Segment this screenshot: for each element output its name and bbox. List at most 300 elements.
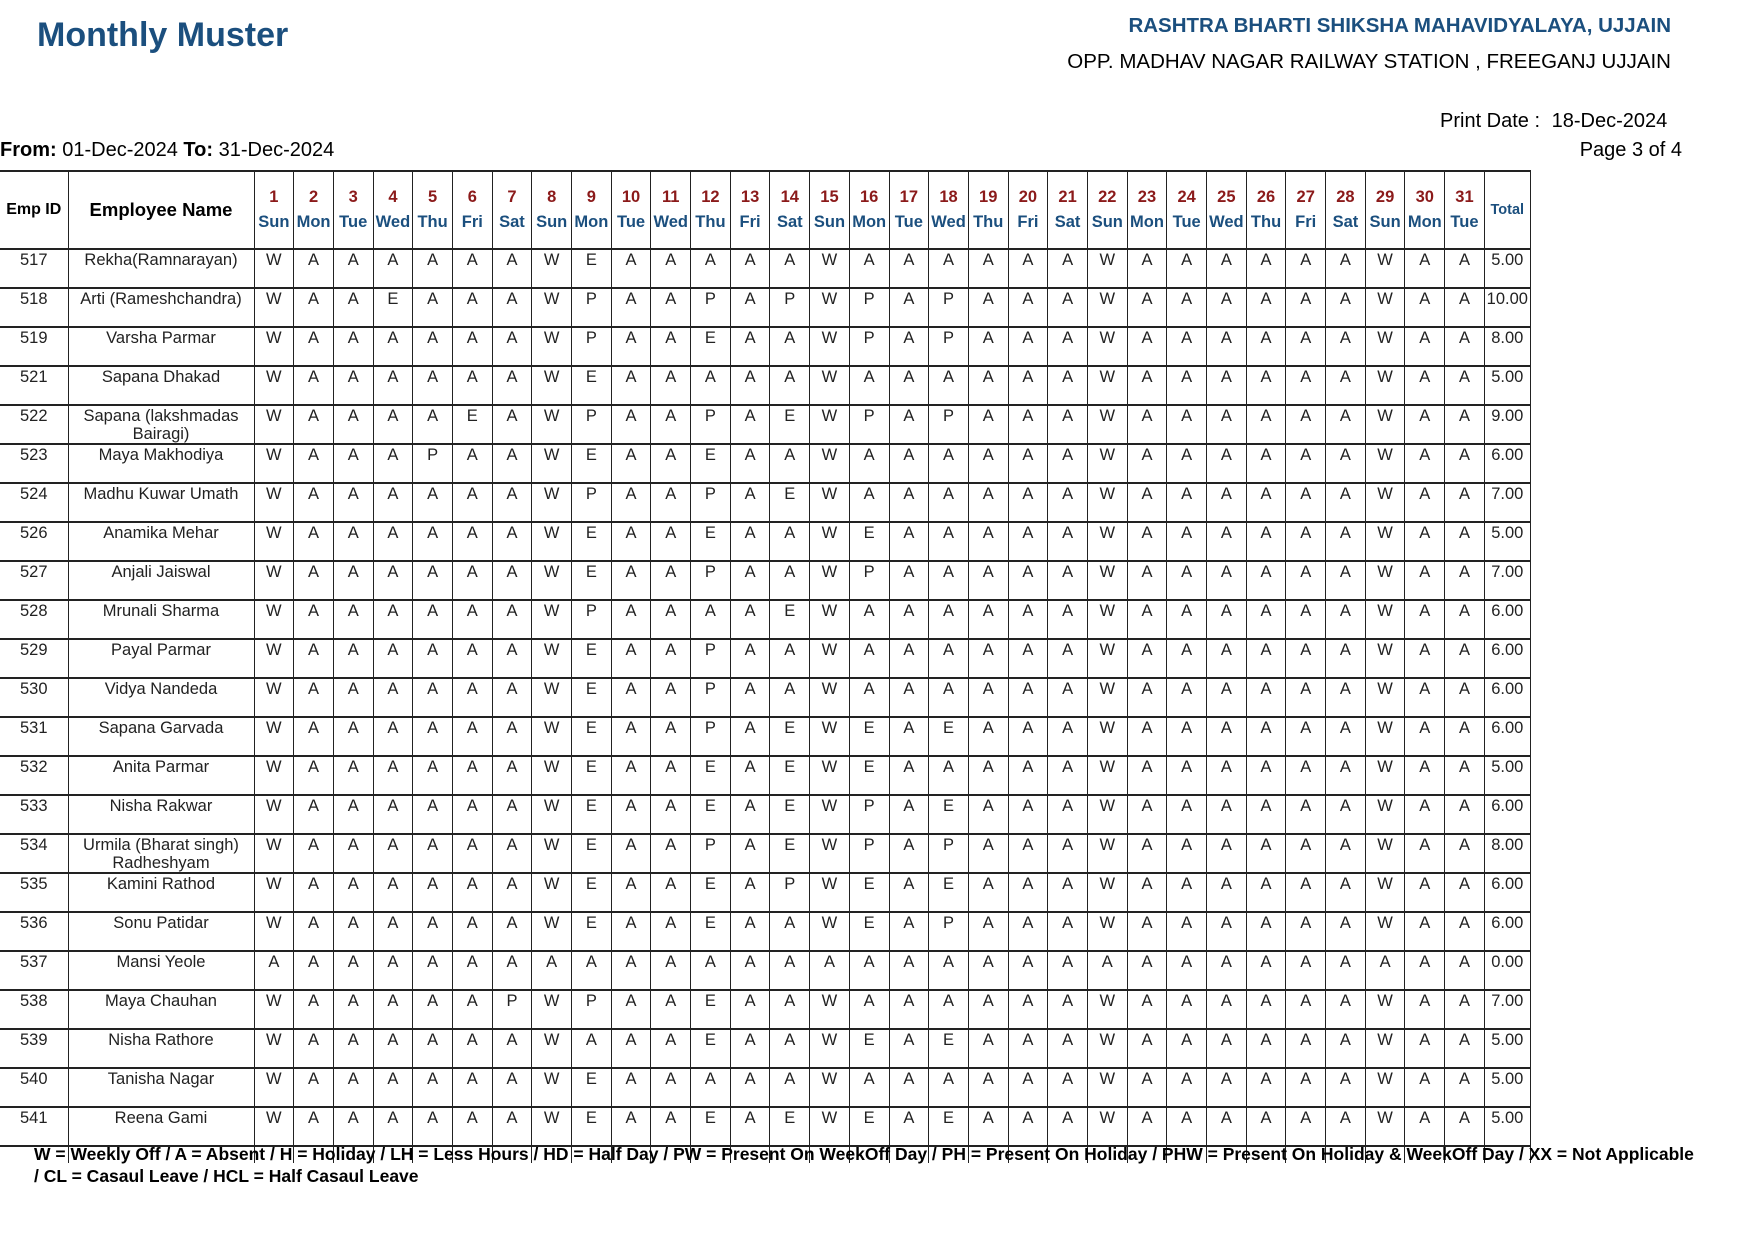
attendance-cell: A bbox=[651, 795, 691, 834]
attendance-cell: A bbox=[1246, 795, 1286, 834]
attendance-cell: A bbox=[968, 249, 1008, 288]
attendance-cell: A bbox=[1167, 1068, 1207, 1107]
attendance-cell: A bbox=[1008, 990, 1048, 1029]
column-header-day-29 bbox=[1365, 171, 1405, 249]
attendance-cell: A bbox=[1127, 990, 1167, 1029]
attendance-cell: A bbox=[1008, 912, 1048, 951]
attendance-cell: A bbox=[1286, 717, 1326, 756]
column-header-day-11 bbox=[651, 171, 691, 249]
attendance-cell: A bbox=[611, 1029, 651, 1068]
attendance-cell: A bbox=[1127, 717, 1167, 756]
attendance-cell: A bbox=[1048, 717, 1088, 756]
attendance-cell: A bbox=[452, 639, 492, 678]
attendance-cell: E bbox=[572, 678, 612, 717]
attendance-cell: A bbox=[1207, 561, 1247, 600]
attendance-cell: W bbox=[254, 1107, 294, 1146]
attendance-cell: P bbox=[849, 561, 889, 600]
attendance-cell: P bbox=[929, 327, 969, 366]
day-number: 4 bbox=[388, 188, 398, 206]
weekday-name: Mon bbox=[1130, 213, 1164, 231]
attendance-cell: A bbox=[452, 756, 492, 795]
attendance-cell: A bbox=[1127, 639, 1167, 678]
weekday-name: Thu bbox=[1250, 213, 1282, 231]
attendance-cell: A bbox=[413, 990, 453, 1029]
attendance-cell: A bbox=[492, 444, 532, 483]
attendance-cell: A bbox=[1405, 561, 1445, 600]
total-cell: 6.00 bbox=[1484, 678, 1530, 717]
attendance-cell: A bbox=[1048, 522, 1088, 561]
attendance-cell: A bbox=[572, 1029, 612, 1068]
attendance-cell: A bbox=[1127, 678, 1167, 717]
attendance-cell: A bbox=[1445, 951, 1485, 990]
day-number: 7 bbox=[507, 188, 517, 206]
attendance-cell: W bbox=[1087, 873, 1127, 912]
attendance-cell: A bbox=[333, 639, 373, 678]
attendance-cell: A bbox=[373, 405, 413, 444]
attendance-cell: A bbox=[294, 327, 334, 366]
attendance-cell: W bbox=[810, 327, 850, 366]
attendance-cell: A bbox=[452, 834, 492, 873]
attendance-cell: A bbox=[1008, 249, 1048, 288]
attendance-cell: E bbox=[849, 717, 889, 756]
attendance-cell: W bbox=[810, 483, 850, 522]
attendance-cell: A bbox=[1405, 873, 1445, 912]
attendance-cell: A bbox=[889, 795, 929, 834]
day-number: 3 bbox=[348, 188, 358, 206]
emp-id-cell: 526 bbox=[0, 522, 68, 561]
attendance-cell: A bbox=[1445, 873, 1485, 912]
attendance-cell: W bbox=[1087, 639, 1127, 678]
attendance-cell: E bbox=[929, 873, 969, 912]
attendance-cell: A bbox=[651, 990, 691, 1029]
attendance-cell: E bbox=[572, 639, 612, 678]
attendance-cell: A bbox=[1127, 366, 1167, 405]
attendance-cell: A bbox=[1207, 834, 1247, 873]
attendance-cell: A bbox=[929, 483, 969, 522]
attendance-cell: A bbox=[333, 678, 373, 717]
day-number: 22 bbox=[1098, 188, 1117, 206]
total-cell: 6.00 bbox=[1484, 873, 1530, 912]
to-label: To: bbox=[183, 139, 214, 161]
attendance-cell: W bbox=[810, 756, 850, 795]
attendance-cell: A bbox=[413, 717, 453, 756]
attendance-cell: A bbox=[1286, 600, 1326, 639]
attendance-cell: A bbox=[1365, 951, 1405, 990]
attendance-cell: A bbox=[968, 678, 1008, 717]
attendance-cell: W bbox=[1087, 717, 1127, 756]
attendance-cell: A bbox=[1127, 873, 1167, 912]
attendance-cell: A bbox=[492, 600, 532, 639]
attendance-cell: W bbox=[810, 912, 850, 951]
total-cell: 5.00 bbox=[1484, 1029, 1530, 1068]
attendance-cell: A bbox=[373, 600, 413, 639]
attendance-cell: A bbox=[413, 639, 453, 678]
attendance-cell: A bbox=[1167, 639, 1207, 678]
muster-table bbox=[0, 170, 1531, 1163]
attendance-cell: W bbox=[254, 1068, 294, 1107]
attendance-cell: A bbox=[1048, 405, 1088, 444]
attendance-cell: A bbox=[452, 717, 492, 756]
attendance-cell: A bbox=[929, 366, 969, 405]
attendance-cell: P bbox=[492, 990, 532, 1029]
attendance-cell: A bbox=[373, 444, 413, 483]
attendance-cell: A bbox=[1008, 483, 1048, 522]
attendance-cell: A bbox=[413, 561, 453, 600]
attendance-cell: A bbox=[849, 990, 889, 1029]
attendance-cell: A bbox=[770, 951, 810, 990]
day-number: 18 bbox=[939, 188, 958, 206]
attendance-cell: E bbox=[691, 912, 731, 951]
attendance-cell: E bbox=[572, 444, 612, 483]
attendance-cell: E bbox=[691, 873, 731, 912]
attendance-cell: A bbox=[373, 522, 413, 561]
attendance-cell: W bbox=[532, 1029, 572, 1068]
attendance-cell: P bbox=[572, 990, 612, 1029]
column-header-day-22 bbox=[1087, 171, 1127, 249]
attendance-cell: A bbox=[651, 288, 691, 327]
attendance-cell: W bbox=[254, 444, 294, 483]
attendance-cell: W bbox=[810, 444, 850, 483]
attendance-cell: E bbox=[929, 1107, 969, 1146]
employee-name-cell: Maya Chauhan bbox=[68, 990, 254, 1029]
attendance-cell: A bbox=[452, 1029, 492, 1068]
attendance-cell: A bbox=[1405, 1029, 1445, 1068]
attendance-cell: A bbox=[1127, 444, 1167, 483]
attendance-cell: A bbox=[691, 249, 731, 288]
attendance-cell: A bbox=[770, 639, 810, 678]
attendance-cell: A bbox=[1207, 1029, 1247, 1068]
attendance-cell: A bbox=[651, 1029, 691, 1068]
attendance-cell: A bbox=[968, 366, 1008, 405]
attendance-cell: A bbox=[770, 1068, 810, 1107]
attendance-cell: A bbox=[1207, 483, 1247, 522]
attendance-cell: A bbox=[929, 951, 969, 990]
attendance-cell: E bbox=[849, 756, 889, 795]
weekday-name: Thu bbox=[417, 213, 448, 231]
attendance-cell: W bbox=[254, 288, 294, 327]
employee-name-cell: Mansi Yeole bbox=[68, 951, 254, 990]
attendance-cell: A bbox=[1286, 249, 1326, 288]
attendance-cell: A bbox=[651, 912, 691, 951]
attendance-cell: A bbox=[968, 1068, 1008, 1107]
table-row bbox=[0, 795, 1530, 834]
attendance-cell: W bbox=[532, 1107, 572, 1146]
employee-name-cell: Rekha(Ramnarayan) bbox=[68, 249, 254, 288]
attendance-cell: A bbox=[1445, 912, 1485, 951]
attendance-cell: W bbox=[1365, 873, 1405, 912]
column-header-day-25 bbox=[1207, 171, 1247, 249]
weekday-name: Tue bbox=[1172, 213, 1201, 231]
emp-id-cell: 532 bbox=[0, 756, 68, 795]
attendance-cell: W bbox=[810, 678, 850, 717]
attendance-cell: A bbox=[1127, 561, 1167, 600]
attendance-cell: A bbox=[1326, 249, 1366, 288]
attendance-cell: A bbox=[968, 873, 1008, 912]
attendance-cell: A bbox=[373, 834, 413, 873]
attendance-cell: A bbox=[730, 717, 770, 756]
attendance-cell: E bbox=[691, 444, 731, 483]
attendance-cell: P bbox=[849, 834, 889, 873]
emp-id-cell: 535 bbox=[0, 873, 68, 912]
attendance-cell: A bbox=[333, 1068, 373, 1107]
attendance-cell: W bbox=[1365, 366, 1405, 405]
attendance-cell: A bbox=[294, 795, 334, 834]
table-row bbox=[0, 1029, 1530, 1068]
attendance-cell: A bbox=[492, 834, 532, 873]
attendance-cell: A bbox=[294, 600, 334, 639]
attendance-cell: A bbox=[1048, 444, 1088, 483]
attendance-cell: A bbox=[929, 600, 969, 639]
attendance-cell: A bbox=[849, 249, 889, 288]
attendance-cell: A bbox=[1246, 288, 1286, 327]
weekday-name: Mon bbox=[1407, 213, 1442, 231]
weekday-name: Sun bbox=[1369, 213, 1401, 231]
attendance-cell: A bbox=[294, 990, 334, 1029]
day-number: 28 bbox=[1336, 188, 1355, 206]
attendance-cell: A bbox=[1445, 990, 1485, 1029]
day-number: 5 bbox=[428, 188, 438, 206]
attendance-cell: E bbox=[572, 717, 612, 756]
attendance-cell: A bbox=[929, 444, 969, 483]
attendance-cell: W bbox=[532, 366, 572, 405]
attendance-cell: A bbox=[1167, 561, 1207, 600]
attendance-cell: W bbox=[1365, 522, 1405, 561]
attendance-cell: A bbox=[1167, 327, 1207, 366]
attendance-cell: W bbox=[254, 990, 294, 1029]
table-row bbox=[0, 522, 1530, 561]
attendance-cell: A bbox=[730, 834, 770, 873]
weekday-name: Thu bbox=[973, 213, 1004, 231]
attendance-cell: W bbox=[532, 678, 572, 717]
day-number: 29 bbox=[1375, 188, 1395, 206]
attendance-cell: A bbox=[452, 561, 492, 600]
emp-id-cell: 533 bbox=[0, 795, 68, 834]
day-number: 30 bbox=[1415, 188, 1434, 206]
attendance-cell: A bbox=[1008, 951, 1048, 990]
attendance-cell: A bbox=[1207, 444, 1247, 483]
attendance-cell: A bbox=[611, 717, 651, 756]
attendance-cell: A bbox=[611, 366, 651, 405]
total-cell: 5.00 bbox=[1484, 1068, 1530, 1107]
attendance-cell: A bbox=[1167, 795, 1207, 834]
attendance-cell: A bbox=[1246, 834, 1286, 873]
attendance-cell: E bbox=[929, 795, 969, 834]
attendance-cell: E bbox=[572, 873, 612, 912]
attendance-cell: A bbox=[651, 405, 691, 444]
attendance-cell: A bbox=[1326, 600, 1366, 639]
employee-name-cell: Nisha Rakwar bbox=[68, 795, 254, 834]
column-header-total: Total bbox=[1484, 171, 1530, 249]
attendance-cell: A bbox=[413, 912, 453, 951]
attendance-cell: W bbox=[254, 639, 294, 678]
attendance-cell: A bbox=[333, 444, 373, 483]
attendance-cell: A bbox=[1405, 795, 1445, 834]
attendance-cell: A bbox=[492, 327, 532, 366]
attendance-cell: P bbox=[691, 678, 731, 717]
attendance-cell: W bbox=[1087, 990, 1127, 1029]
attendance-cell: A bbox=[1048, 600, 1088, 639]
attendance-cell: A bbox=[452, 327, 492, 366]
attendance-cell: W bbox=[1365, 561, 1405, 600]
attendance-cell: E bbox=[770, 405, 810, 444]
from-label: From: bbox=[0, 139, 57, 161]
attendance-cell: A bbox=[413, 756, 453, 795]
attendance-cell: A bbox=[333, 288, 373, 327]
attendance-cell: A bbox=[413, 795, 453, 834]
total-cell: 8.00 bbox=[1484, 834, 1530, 873]
attendance-cell: A bbox=[373, 1029, 413, 1068]
attendance-cell: A bbox=[730, 1029, 770, 1068]
attendance-cell: A bbox=[1246, 405, 1286, 444]
attendance-cell: A bbox=[1286, 366, 1326, 405]
attendance-cell: A bbox=[1286, 990, 1326, 1029]
column-header-day-9 bbox=[572, 171, 612, 249]
attendance-cell: A bbox=[968, 912, 1008, 951]
total-cell: 7.00 bbox=[1484, 483, 1530, 522]
attendance-cell: A bbox=[1207, 288, 1247, 327]
attendance-cell: A bbox=[413, 834, 453, 873]
attendance-cell: A bbox=[1286, 639, 1326, 678]
column-header-day-31 bbox=[1445, 171, 1485, 249]
emp-id-cell: 540 bbox=[0, 1068, 68, 1107]
attendance-cell: A bbox=[1167, 873, 1207, 912]
attendance-cell: W bbox=[532, 288, 572, 327]
emp-id-cell: 541 bbox=[0, 1107, 68, 1146]
attendance-cell: A bbox=[691, 951, 731, 990]
print-date bbox=[1440, 110, 1667, 133]
attendance-cell: A bbox=[1405, 522, 1445, 561]
weekday-name: Tue bbox=[894, 213, 923, 231]
attendance-cell: A bbox=[492, 483, 532, 522]
attendance-cell: A bbox=[968, 756, 1008, 795]
attendance-cell: A bbox=[889, 990, 929, 1029]
attendance-cell: A bbox=[929, 1068, 969, 1107]
attendance-cell: A bbox=[1207, 366, 1247, 405]
emp-id-cell: 517 bbox=[0, 249, 68, 288]
day-number: 27 bbox=[1296, 188, 1315, 206]
attendance-cell: A bbox=[730, 951, 770, 990]
attendance-cell: A bbox=[1405, 249, 1445, 288]
attendance-cell: A bbox=[1167, 522, 1207, 561]
attendance-cell: A bbox=[373, 717, 413, 756]
attendance-cell: A bbox=[1405, 405, 1445, 444]
attendance-cell: A bbox=[1326, 444, 1366, 483]
attendance-cell: A bbox=[1127, 522, 1167, 561]
attendance-cell: A bbox=[452, 951, 492, 990]
attendance-cell: W bbox=[1365, 288, 1405, 327]
weekday-name: Mon bbox=[296, 213, 331, 231]
attendance-cell: A bbox=[333, 561, 373, 600]
emp-id-cell: 523 bbox=[0, 444, 68, 483]
attendance-cell: P bbox=[929, 912, 969, 951]
attendance-cell: W bbox=[810, 834, 850, 873]
attendance-cell: A bbox=[1405, 1107, 1445, 1146]
attendance-cell: A bbox=[1048, 990, 1088, 1029]
attendance-cell: E bbox=[572, 366, 612, 405]
attendance-cell: W bbox=[810, 249, 850, 288]
attendance-cell: W bbox=[810, 288, 850, 327]
employee-name-cell: Kamini Rathod bbox=[68, 873, 254, 912]
column-header-day-1 bbox=[254, 171, 294, 249]
attendance-cell: W bbox=[810, 639, 850, 678]
attendance-cell: E bbox=[691, 1029, 731, 1068]
employee-name-cell: Varsha Parmar bbox=[68, 327, 254, 366]
attendance-cell: A bbox=[413, 678, 453, 717]
table-row bbox=[0, 600, 1530, 639]
attendance-cell: A bbox=[651, 1107, 691, 1146]
total-cell: 5.00 bbox=[1484, 366, 1530, 405]
attendance-cell: A bbox=[294, 717, 334, 756]
attendance-cell: A bbox=[810, 951, 850, 990]
attendance-cell: A bbox=[333, 600, 373, 639]
attendance-cell: A bbox=[730, 795, 770, 834]
attendance-cell: A bbox=[929, 561, 969, 600]
attendance-cell: A bbox=[333, 990, 373, 1029]
attendance-cell: E bbox=[849, 522, 889, 561]
attendance-cell: A bbox=[730, 561, 770, 600]
attendance-cell: A bbox=[452, 366, 492, 405]
day-number: 26 bbox=[1256, 188, 1276, 206]
attendance-cell: A bbox=[929, 522, 969, 561]
attendance-cell: A bbox=[1167, 405, 1207, 444]
attendance-cell: A bbox=[413, 600, 453, 639]
attendance-cell: A bbox=[730, 366, 770, 405]
column-header-day-15 bbox=[810, 171, 850, 249]
attendance-cell: A bbox=[452, 249, 492, 288]
day-number: 25 bbox=[1217, 188, 1236, 206]
total-cell: 6.00 bbox=[1484, 717, 1530, 756]
attendance-cell: A bbox=[1286, 873, 1326, 912]
attendance-cell: A bbox=[1008, 522, 1048, 561]
attendance-cell: A bbox=[651, 717, 691, 756]
from-date: 01-Dec-2024 bbox=[62, 139, 178, 161]
attendance-cell: W bbox=[810, 522, 850, 561]
table-row bbox=[0, 1068, 1530, 1107]
attendance-cell: W bbox=[1365, 1068, 1405, 1107]
attendance-cell: A bbox=[730, 483, 770, 522]
attendance-cell: A bbox=[1445, 522, 1485, 561]
day-number: 17 bbox=[899, 188, 919, 206]
attendance-cell: A bbox=[651, 249, 691, 288]
attendance-cell: A bbox=[492, 639, 532, 678]
employee-name-cell: Madhu Kuwar Umath bbox=[68, 483, 254, 522]
attendance-cell: A bbox=[849, 1068, 889, 1107]
attendance-cell: A bbox=[730, 249, 770, 288]
attendance-cell: A bbox=[492, 717, 532, 756]
attendance-cell: A bbox=[1286, 1068, 1326, 1107]
day-number: 14 bbox=[780, 188, 799, 206]
attendance-cell: A bbox=[1286, 1029, 1326, 1068]
attendance-cell: A bbox=[611, 756, 651, 795]
attendance-cell: A bbox=[611, 678, 651, 717]
attendance-cell: P bbox=[929, 834, 969, 873]
attendance-cell: A bbox=[889, 561, 929, 600]
attendance-cell: W bbox=[254, 912, 294, 951]
attendance-cell: A bbox=[452, 483, 492, 522]
attendance-cell: A bbox=[968, 639, 1008, 678]
attendance-cell: A bbox=[1246, 717, 1286, 756]
employee-name-cell: Maya Makhodiya bbox=[68, 444, 254, 483]
weekday-name: Sat bbox=[1332, 213, 1359, 231]
attendance-cell: A bbox=[1445, 834, 1485, 873]
attendance-cell: A bbox=[1326, 366, 1366, 405]
attendance-cell: A bbox=[452, 912, 492, 951]
attendance-cell: A bbox=[1326, 795, 1366, 834]
attendance-cell: W bbox=[254, 405, 294, 444]
attendance-cell: E bbox=[849, 912, 889, 951]
weekday-name: Sat bbox=[499, 213, 525, 231]
attendance-cell: W bbox=[1087, 1068, 1127, 1107]
